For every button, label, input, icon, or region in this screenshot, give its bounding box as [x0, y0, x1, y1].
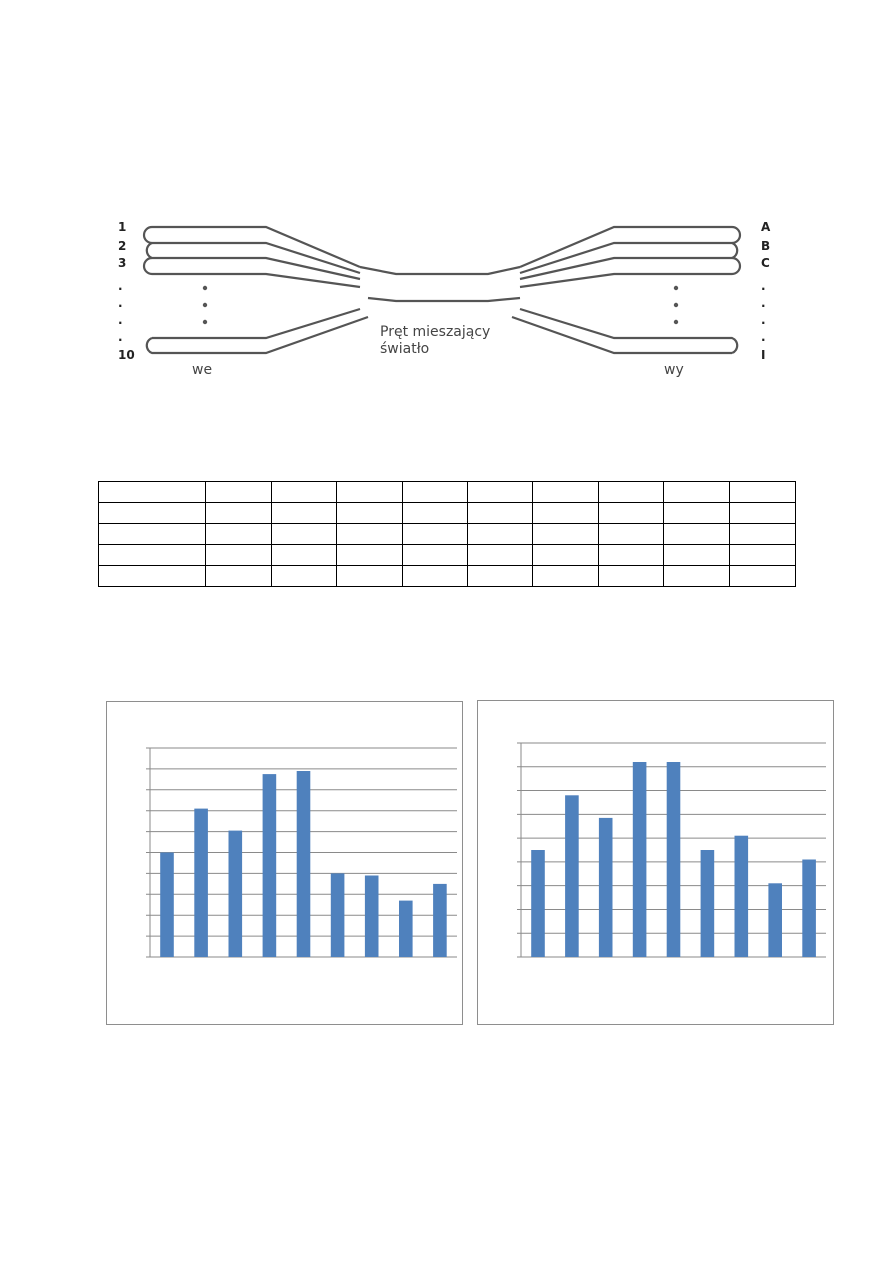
output-caption: wy [664, 362, 684, 378]
table-row [99, 524, 796, 545]
continuation-dot [203, 320, 207, 324]
input-fibers [144, 227, 368, 353]
table-cell [206, 503, 272, 524]
table-cell [730, 545, 796, 566]
table-cell [664, 524, 730, 545]
table-cell [403, 566, 468, 587]
table-cell [664, 566, 730, 587]
table-row [99, 503, 796, 524]
bar [229, 831, 243, 957]
input-label-6: . [118, 330, 123, 344]
bar [701, 850, 715, 957]
continuation-dot [203, 286, 207, 290]
rod-label-line1: Pręt mieszający [380, 324, 491, 340]
bar [160, 853, 174, 958]
table-cell [403, 482, 468, 503]
table-cell [99, 545, 206, 566]
input-label-2: 3 [118, 256, 127, 270]
table-cell [599, 482, 664, 503]
input-label-7: 10 [118, 348, 135, 362]
bar [399, 901, 413, 957]
bar [802, 860, 816, 958]
bar [531, 850, 545, 957]
table-cell [337, 545, 403, 566]
table-cell [337, 503, 403, 524]
table-cell [272, 503, 337, 524]
table-cell [664, 503, 730, 524]
input-label-4: . [118, 296, 123, 310]
input-label-3: . [118, 279, 123, 293]
table-cell [403, 545, 468, 566]
bar-chart-right [477, 700, 834, 1025]
table-cell [468, 503, 533, 524]
continuation-dot [203, 303, 207, 307]
table-cell [664, 545, 730, 566]
bar [667, 762, 681, 957]
table-row [99, 545, 796, 566]
table-cell [599, 545, 664, 566]
bar [768, 883, 782, 957]
table-cell [99, 482, 206, 503]
bar [331, 873, 345, 957]
table-cell [272, 566, 337, 587]
table-cell [99, 524, 206, 545]
table-cell [272, 545, 337, 566]
table-cell [533, 545, 599, 566]
continuation-dot [674, 286, 678, 290]
output-labels [761, 220, 771, 362]
input-caption: we [192, 362, 213, 378]
input-label-0: 1 [118, 220, 127, 234]
table-cell [99, 566, 206, 587]
table-row [99, 566, 796, 587]
bar [565, 795, 579, 957]
table-cell [403, 524, 468, 545]
table-cell [206, 524, 272, 545]
table-cell [599, 524, 664, 545]
output-label-0: A [761, 220, 771, 234]
empty-data-table [98, 481, 796, 587]
table-cell [533, 503, 599, 524]
table-cell [272, 524, 337, 545]
output-label-4: . [761, 296, 766, 310]
bar-chart-left [106, 701, 463, 1025]
table-cell [730, 524, 796, 545]
output-label-3: . [761, 279, 766, 293]
table-cell [730, 482, 796, 503]
continuation-dot [674, 320, 678, 324]
input-label-1: 2 [118, 239, 127, 253]
output-label-6: . [761, 330, 766, 344]
fiber-mixer-diagram [108, 210, 788, 386]
table-cell [337, 524, 403, 545]
output-label-7: I [761, 348, 766, 362]
output-label-1: B [761, 239, 771, 253]
input-labels [118, 220, 135, 362]
output-label-2: C [761, 256, 770, 270]
table-cell [533, 566, 599, 587]
bar-chart-left-plot [107, 702, 464, 1026]
table-cell [533, 524, 599, 545]
table-cell [533, 482, 599, 503]
table-cell [337, 482, 403, 503]
table-cell [730, 503, 796, 524]
table-cell [468, 545, 533, 566]
table-cell [337, 566, 403, 587]
input-label-5: . [118, 313, 123, 327]
output-fibers [512, 227, 740, 353]
bar [297, 771, 311, 957]
bar [194, 809, 208, 957]
bar [263, 774, 277, 957]
table-cell [599, 503, 664, 524]
bar [365, 876, 379, 958]
table-cell [206, 566, 272, 587]
table-row [99, 482, 796, 503]
rod-label-line2: światło [380, 341, 430, 357]
bar-chart-right-plot [478, 701, 835, 1026]
table-cell [99, 503, 206, 524]
bar [433, 884, 447, 957]
table-cell [664, 482, 730, 503]
continuation-dot [674, 303, 678, 307]
table-cell [403, 503, 468, 524]
table-cell [599, 566, 664, 587]
bar [633, 762, 647, 957]
table-cell [468, 566, 533, 587]
output-label-5: . [761, 313, 766, 327]
table-cell [272, 482, 337, 503]
mixing-rod [360, 267, 520, 301]
table-cell [730, 566, 796, 587]
table-cell [206, 545, 272, 566]
bar [735, 836, 749, 957]
table-cell [468, 482, 533, 503]
table-cell [206, 482, 272, 503]
bar [599, 818, 613, 957]
table-cell [468, 524, 533, 545]
